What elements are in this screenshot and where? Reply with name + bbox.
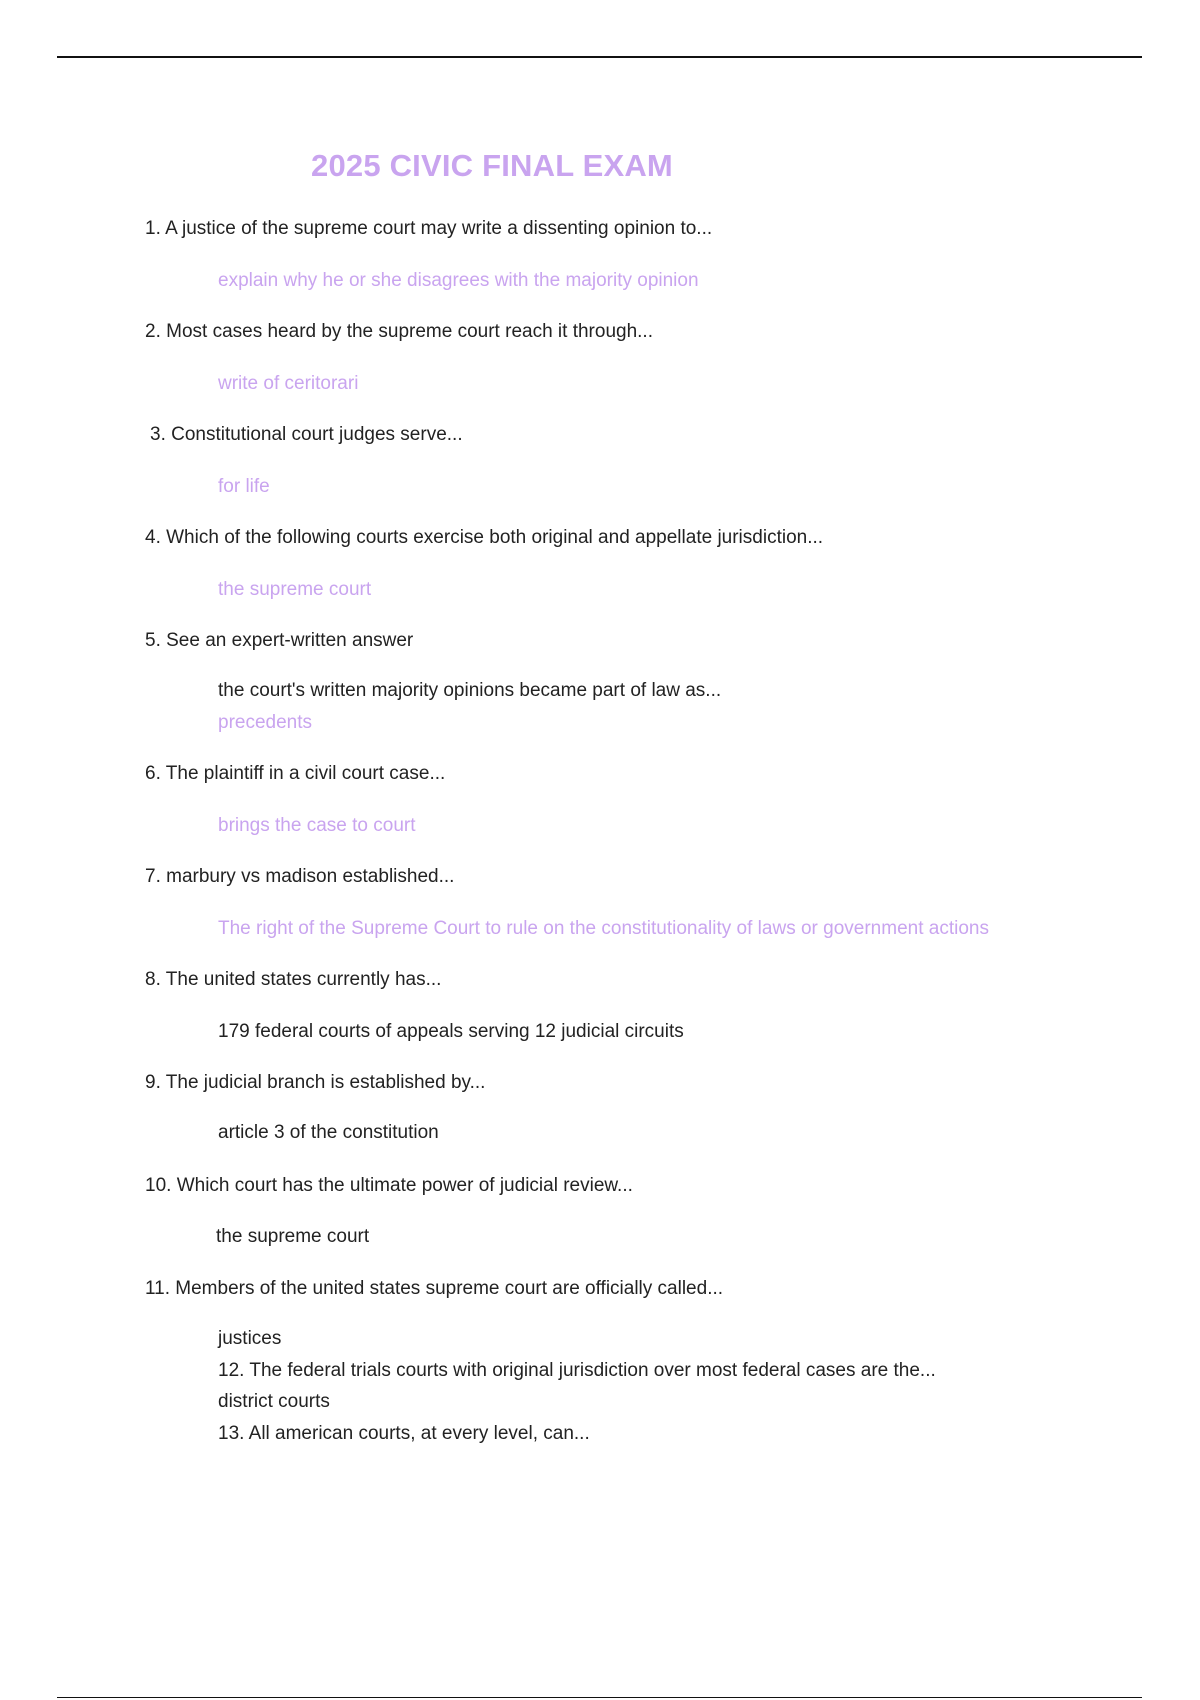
question-5: 5. See an expert-written answer: [145, 630, 414, 651]
answer-1: explain why he or she disagrees with the majority opinion: [218, 270, 699, 291]
answer-5: precedents: [218, 712, 313, 733]
question-1: 1. A justice of the supreme court may write a dissenting opinion to...: [145, 218, 713, 239]
answer-4: the supreme court: [218, 579, 372, 600]
question-3: 3. Constitutional court judges serve...: [150, 424, 463, 445]
question-2: 2. Most cases heard by the supreme court reach it through...: [145, 321, 653, 342]
answer-6: brings the case to court: [218, 815, 416, 836]
question-12: 12. The federal trials courts with original jurisdiction over most federal cases are the...: [218, 1360, 936, 1381]
page-title: 2025 CIVIC FINAL EXAM: [311, 148, 673, 183]
question-5-subprompt: the court's written majority opinions became part of law as...: [218, 680, 722, 701]
answer-12: district courts: [218, 1391, 330, 1412]
answer-7: The right of the Supreme Court to rule on the constitutionality of laws or government actions: [218, 918, 989, 939]
question-10: 10. Which court has the ultimate power of judicial review...: [145, 1175, 633, 1196]
answer-2: write of ceritorari: [218, 373, 359, 394]
answer-3: for life: [218, 476, 270, 497]
question-8: 8. The united states currently has...: [145, 969, 442, 990]
answer-9: article 3 of the constitution: [218, 1122, 439, 1143]
answer-11: justices: [218, 1328, 282, 1349]
question-7: 7. marbury vs madison established...: [145, 866, 455, 887]
bottom-rule: [57, 1697, 1142, 1698]
question-13: 13. All american courts, at every level, can...: [218, 1423, 590, 1444]
question-9: 9. The judicial branch is established by...: [145, 1072, 486, 1093]
question-11: 11. Members of the united states supreme court are officially called...: [145, 1278, 724, 1299]
answer-10: the supreme court: [216, 1226, 370, 1247]
answer-8: 179 federal courts of appeals serving 12 judicial circuits: [218, 1021, 684, 1042]
question-6: 6. The plaintiff in a civil court case...: [145, 763, 446, 784]
question-4: 4. Which of the following courts exercise both original and appellate jurisdiction...: [145, 527, 824, 548]
top-rule: [57, 56, 1142, 58]
